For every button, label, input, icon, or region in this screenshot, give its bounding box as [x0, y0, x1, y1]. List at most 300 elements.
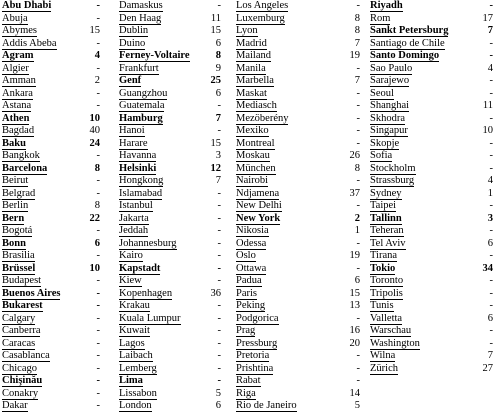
city-name: Dublin	[119, 25, 149, 36]
table-row	[0, 175, 117, 188]
city-name: Ferney-Voltaire	[119, 50, 190, 61]
table-row	[368, 0, 497, 13]
city-name: Bagdad	[2, 125, 35, 136]
city-value: -	[489, 150, 493, 161]
city-value: 3	[487, 212, 493, 224]
city-name: Baku	[2, 137, 26, 149]
table-row	[0, 125, 117, 138]
table-row	[0, 100, 117, 113]
city-name: Bonn	[2, 237, 26, 249]
city-value: -	[96, 100, 100, 111]
city-value: 24	[89, 137, 100, 149]
city-name: Montreal	[236, 137, 275, 149]
city-name: Duino	[119, 37, 146, 49]
table-row	[234, 63, 368, 76]
city-name: Kiew	[119, 275, 142, 286]
city-value: -	[356, 87, 360, 99]
city-value: 2	[354, 212, 360, 224]
city-value: 7	[215, 112, 221, 124]
table-row	[368, 163, 497, 176]
city-value: -	[356, 62, 360, 74]
city-value: -	[489, 225, 493, 236]
city-value: -	[356, 137, 360, 149]
city-value: -	[217, 362, 221, 374]
city-value: -	[96, 350, 100, 361]
city-value: -	[217, 337, 221, 349]
city-value: 9	[215, 62, 221, 74]
city-name: Nairobi	[236, 175, 269, 186]
table-row	[117, 338, 234, 351]
city-value: 8	[354, 12, 360, 24]
table-row	[234, 288, 368, 301]
table-row	[117, 188, 234, 201]
table-row	[234, 400, 368, 413]
city-value: -	[489, 75, 493, 86]
city-value: 14	[349, 387, 360, 399]
table-row	[0, 363, 117, 376]
table-row	[234, 163, 368, 176]
city-value: -	[489, 287, 493, 299]
city-name: Calgary	[2, 312, 36, 324]
city-name: Oslo	[236, 250, 256, 261]
city-value: 17	[482, 12, 493, 24]
city-value: -	[96, 250, 100, 261]
table-row	[117, 263, 234, 276]
city-value: 6	[215, 37, 221, 49]
city-value: -	[356, 312, 360, 324]
city-value: 8	[94, 200, 100, 211]
table-row	[368, 275, 497, 288]
city-name: Abymes	[2, 25, 37, 36]
city-value: 10	[89, 262, 100, 274]
table-row	[117, 125, 234, 138]
table-row	[234, 188, 368, 201]
city-value: 8	[94, 162, 100, 174]
city-value: -	[489, 137, 493, 149]
city-value: 7	[215, 175, 221, 186]
city-name: Shanghai	[370, 100, 410, 111]
table-row	[0, 200, 117, 213]
city-name: Krakau	[119, 300, 150, 311]
table-row	[117, 238, 234, 251]
city-name: Washington	[370, 337, 420, 349]
table-row	[368, 63, 497, 76]
city-name: Pretoria	[236, 350, 270, 361]
city-name: Singapur	[370, 125, 408, 136]
table-row	[117, 175, 234, 188]
city-name: Conakry	[2, 387, 39, 399]
table-row	[368, 238, 497, 251]
city-value: -	[217, 275, 221, 286]
city-value: -	[96, 337, 100, 349]
table-row	[0, 388, 117, 401]
city-value: 16	[349, 325, 360, 336]
city-value: -	[96, 175, 100, 186]
table-row	[0, 275, 117, 288]
city-value: -	[356, 237, 360, 249]
table-row	[368, 213, 497, 226]
city-name: Sankt Petersburg	[370, 25, 449, 36]
table-row	[0, 350, 117, 363]
city-name: Guatemala	[119, 100, 165, 111]
city-name: Peking	[236, 300, 266, 311]
table-row	[0, 13, 117, 26]
city-value: 6	[487, 237, 493, 249]
city-value: 11	[482, 100, 493, 111]
city-value: 11	[210, 12, 221, 24]
city-name: London	[119, 400, 152, 411]
table-row	[0, 313, 117, 326]
table-row	[234, 375, 368, 388]
table-row	[117, 163, 234, 176]
city-name: Taipei	[370, 200, 397, 211]
city-name: Ottawa	[236, 262, 267, 274]
city-name: Sarajewo	[370, 75, 410, 86]
city-name: Agram	[2, 50, 34, 61]
table-row	[117, 75, 234, 88]
city-name: Abu Dhabi	[2, 0, 52, 11]
table-row	[234, 25, 368, 38]
city-name: New Delhi	[236, 200, 282, 211]
table-row	[117, 100, 234, 113]
city-value: 1	[487, 187, 493, 199]
city-name: Rabat	[236, 375, 261, 386]
city-value: -	[356, 112, 360, 124]
city-name: Madrid	[236, 37, 267, 49]
city-value: 40	[89, 125, 100, 136]
city-value: -	[489, 337, 493, 349]
table-row	[368, 88, 497, 101]
city-value: -	[96, 87, 100, 99]
city-name: Beirut	[2, 175, 29, 186]
city-name: Johannesburg	[119, 237, 177, 249]
table-row	[117, 300, 234, 313]
city-value: 10	[89, 112, 100, 124]
table-row	[117, 288, 234, 301]
table-row	[234, 38, 368, 51]
city-name: Tel Aviv	[370, 237, 406, 249]
city-value: -	[217, 187, 221, 199]
city-name: Addis Abeba	[2, 37, 57, 49]
city-name: Podgorica	[236, 312, 279, 324]
city-name: Valletta	[370, 312, 403, 324]
city-name: Caracas	[2, 337, 36, 349]
city-value: -	[489, 300, 493, 311]
city-value: 15	[89, 25, 100, 36]
city-name: Lagos	[119, 337, 145, 349]
city-name: Tallinn	[370, 212, 402, 224]
city-name: Bern	[2, 212, 25, 224]
table-row	[117, 250, 234, 263]
city-name: Tunis	[370, 300, 394, 311]
table-row	[368, 188, 497, 201]
city-name: Chişinău	[2, 375, 43, 386]
table-row	[117, 363, 234, 376]
city-name: Pressburg	[236, 337, 278, 349]
city-value: 7	[487, 25, 493, 36]
table-row	[117, 225, 234, 238]
table-row	[117, 63, 234, 76]
table-row	[0, 25, 117, 38]
table-row	[368, 338, 497, 351]
table-row	[234, 263, 368, 276]
city-name: Mezöberény	[236, 112, 289, 124]
city-value: 37	[349, 187, 360, 199]
city-name: Mailand	[236, 50, 271, 61]
table-row	[0, 0, 117, 13]
city-value: 5	[354, 400, 360, 411]
city-name: Sao Paulo	[370, 62, 413, 74]
city-name: Luxemburg	[236, 12, 285, 24]
city-name: Tirana	[370, 250, 398, 261]
city-value: 1	[354, 225, 360, 236]
city-name: Den Haag	[119, 12, 162, 24]
city-name: Sofia	[370, 150, 393, 161]
city-name: Istanbul	[119, 200, 153, 211]
city-value: 6	[94, 237, 100, 249]
city-value: -	[217, 312, 221, 324]
city-value: 12	[210, 162, 221, 174]
city-name: Mexiko	[236, 125, 269, 136]
city-name: Canberra	[2, 325, 41, 336]
city-name: Bangkok	[2, 150, 40, 161]
city-name: Frankfurt	[119, 62, 159, 74]
table-row	[234, 275, 368, 288]
city-name: Padua	[236, 275, 262, 286]
city-value: -	[217, 325, 221, 336]
city-name: Mediasch	[236, 100, 277, 111]
table-row	[117, 350, 234, 363]
table-row	[117, 50, 234, 63]
table-row	[0, 338, 117, 351]
city-value: 10	[482, 125, 493, 136]
city-value: -	[489, 112, 493, 124]
city-name: Rom	[370, 12, 391, 24]
city-value: 6	[215, 400, 221, 411]
city-name: Kairo	[119, 250, 143, 261]
table-row	[368, 225, 497, 238]
table-row	[368, 250, 497, 263]
table-row	[368, 13, 497, 26]
city-value: -	[217, 100, 221, 111]
city-name: Lemberg	[119, 362, 157, 374]
table-row	[368, 363, 497, 376]
city-name: Skopje	[370, 137, 400, 149]
table-row	[0, 88, 117, 101]
table-row	[0, 163, 117, 176]
city-name: Bogotá	[2, 225, 33, 236]
table-row	[368, 113, 497, 126]
table-row	[0, 225, 117, 238]
city-value: 25	[210, 75, 221, 86]
table-row	[234, 125, 368, 138]
city-value: -	[489, 162, 493, 174]
table-row	[234, 88, 368, 101]
table-row	[368, 100, 497, 113]
table-row	[0, 50, 117, 63]
city-name: Budapest	[2, 275, 42, 286]
table-row	[0, 113, 117, 126]
city-value: -	[489, 50, 493, 61]
city-value: 34	[482, 262, 493, 274]
table-row	[0, 213, 117, 226]
table-row	[117, 275, 234, 288]
table-row	[234, 225, 368, 238]
city-name: Chicago	[2, 362, 37, 374]
table-row	[234, 363, 368, 376]
table-row	[234, 175, 368, 188]
city-value: -	[489, 87, 493, 99]
table-row	[117, 138, 234, 151]
city-name: Kopenhagen	[119, 287, 173, 299]
city-value: -	[96, 375, 100, 386]
table-row	[234, 325, 368, 338]
table-row	[368, 200, 497, 213]
city-name: Hamburg	[119, 112, 163, 124]
table-row	[0, 250, 117, 263]
table-row	[234, 150, 368, 163]
table-row	[234, 100, 368, 113]
city-name: Abuja	[2, 12, 28, 24]
table-row	[234, 250, 368, 263]
city-name: Riga	[236, 387, 256, 399]
city-value: -	[356, 100, 360, 111]
city-value: -	[489, 37, 493, 49]
table-row	[117, 150, 234, 163]
city-name: Marbella	[236, 75, 274, 86]
city-name: Prag	[236, 325, 256, 336]
table-row	[0, 375, 117, 388]
table-row	[117, 25, 234, 38]
table-row	[368, 75, 497, 88]
table-row	[117, 200, 234, 213]
city-value: 7	[487, 350, 493, 361]
city-value: 4	[487, 175, 493, 186]
city-value: -	[96, 225, 100, 236]
city-name: Havanna	[119, 150, 157, 161]
table-row	[117, 113, 234, 126]
city-name: Seoul	[370, 87, 394, 99]
table-row	[368, 350, 497, 363]
table-column-4	[368, 0, 497, 420]
city-name: Guangzhou	[119, 87, 168, 99]
city-name: Tripolis	[370, 287, 403, 299]
city-value: -	[96, 12, 100, 24]
table-column-3	[234, 0, 368, 420]
city-name: Dakar	[2, 400, 28, 411]
city-value: -	[356, 350, 360, 361]
table-row	[368, 263, 497, 276]
table-row	[368, 125, 497, 138]
city-name: Prishtina	[236, 362, 274, 374]
city-value: 27	[482, 362, 493, 374]
city-name: Hanoi	[119, 125, 145, 136]
city-value: -	[96, 387, 100, 399]
table-row	[117, 375, 234, 388]
city-value: -	[489, 0, 493, 11]
city-name: New York	[236, 212, 281, 224]
city-name: Lima	[119, 375, 143, 386]
city-name: Zürich	[370, 362, 398, 374]
city-value: 6	[215, 87, 221, 99]
city-name: Laibach	[119, 350, 153, 361]
city-value: -	[217, 200, 221, 211]
city-name: Odessa	[236, 237, 267, 249]
city-name: Jeddah	[119, 225, 149, 236]
city-name: Toronto	[370, 275, 404, 286]
city-name: Nikosia	[236, 225, 269, 236]
city-value: 19	[349, 250, 360, 261]
city-value: -	[217, 250, 221, 261]
city-value: 8	[215, 50, 221, 61]
city-value: -	[489, 200, 493, 211]
city-value: 26	[349, 150, 360, 161]
city-name: Buenos Aires	[2, 287, 61, 299]
table-row	[234, 300, 368, 313]
city-value: 36	[210, 287, 221, 299]
city-value: -	[96, 37, 100, 49]
city-value: 15	[210, 25, 221, 36]
city-value: -	[96, 325, 100, 336]
table-row	[234, 13, 368, 26]
city-value: -	[96, 187, 100, 199]
city-name: Ndjamena	[236, 187, 280, 199]
city-value: 20	[349, 337, 360, 349]
city-name: Warschau	[370, 325, 412, 336]
table-row	[234, 138, 368, 151]
city-name: Los Angeles	[236, 0, 289, 11]
city-name: Kuwait	[119, 325, 150, 336]
table-row	[0, 38, 117, 51]
city-value: -	[96, 312, 100, 324]
city-name: Tokio	[370, 262, 396, 274]
table-row	[0, 138, 117, 151]
city-name: Harare	[119, 137, 148, 149]
table-row	[117, 0, 234, 13]
table-row	[0, 63, 117, 76]
city-name: Astana	[2, 100, 32, 111]
city-name: Maskat	[236, 87, 267, 99]
table-row	[234, 313, 368, 326]
city-name: Kapstadt	[119, 262, 161, 274]
city-name: Teheran	[370, 225, 404, 236]
city-name: Athen	[2, 112, 30, 124]
table-row	[0, 400, 117, 413]
city-value: -	[356, 362, 360, 374]
city-name: Skhodra	[370, 112, 405, 124]
city-name: Sydney	[370, 187, 402, 199]
table-row	[117, 213, 234, 226]
table-row	[234, 75, 368, 88]
city-value: -	[96, 62, 100, 74]
city-name: Paris	[236, 287, 257, 299]
table-row	[117, 388, 234, 401]
table-row	[0, 325, 117, 338]
city-value: 2	[94, 75, 100, 86]
city-value: -	[96, 287, 100, 299]
city-value: -	[217, 375, 221, 386]
city-value: 8	[354, 162, 360, 174]
table-row	[234, 213, 368, 226]
city-value: -	[96, 300, 100, 311]
table-row	[234, 0, 368, 13]
city-value: 15	[210, 137, 221, 149]
city-value: -	[96, 275, 100, 286]
city-value: -	[356, 200, 360, 211]
city-value: -	[217, 237, 221, 249]
table-row	[368, 288, 497, 301]
city-value: -	[489, 275, 493, 286]
